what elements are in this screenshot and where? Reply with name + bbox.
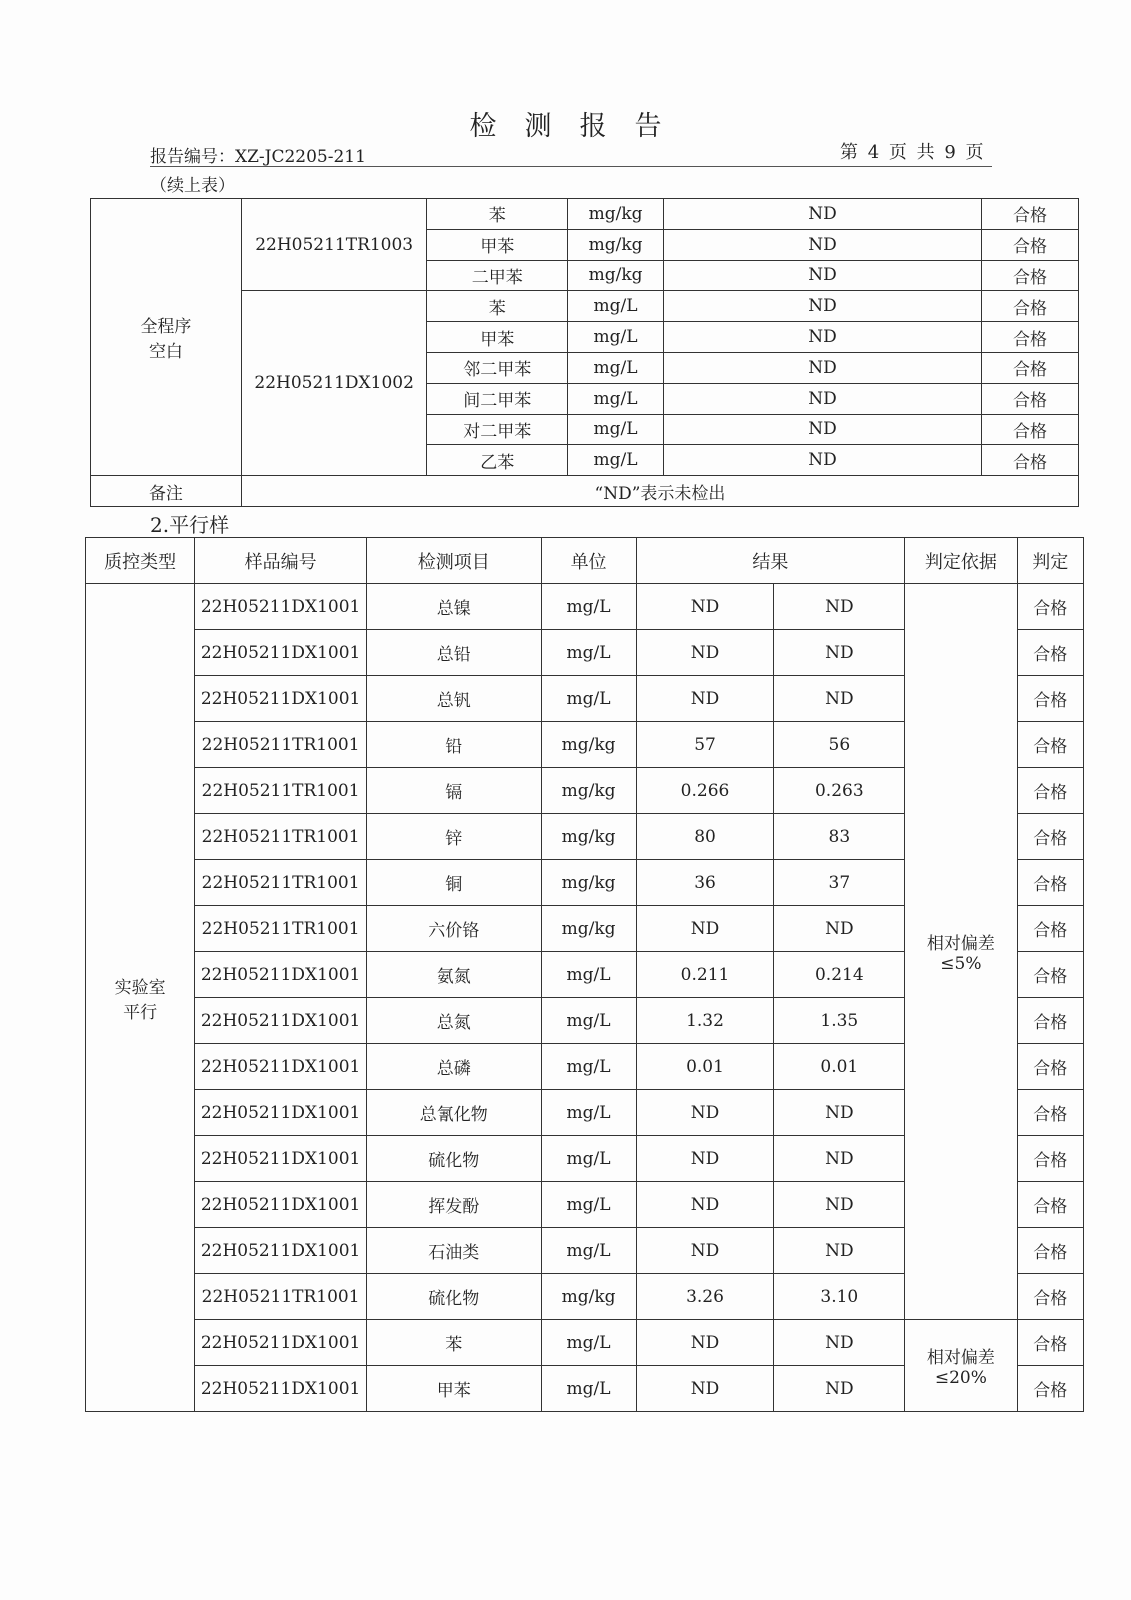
table-row xyxy=(91,199,1079,230)
result-2-cell: ND xyxy=(774,630,905,676)
test-item-cell: 硫化物 xyxy=(366,1274,541,1320)
test-item-cell: 对二甲苯 xyxy=(427,414,568,445)
unit-cell: mg/kg xyxy=(541,814,636,860)
result-2-cell: ND xyxy=(774,906,905,952)
result-2-cell: ND xyxy=(774,584,905,630)
sample-id-cell: 22H05211DX1001 xyxy=(195,1320,367,1366)
unit-cell: mg/L xyxy=(541,1228,636,1274)
sample-id-cell: 22H05211TR1001 xyxy=(195,1274,367,1320)
test-item-cell: 苯 xyxy=(427,291,568,322)
sample-id-cell: 22H05211TR1003 xyxy=(241,199,427,291)
result-2-cell: 37 xyxy=(774,860,905,906)
result-cell: ND xyxy=(663,229,981,260)
verdict-cell: 合格 xyxy=(1017,860,1083,906)
result-1-cell: ND xyxy=(636,584,774,630)
blank-table xyxy=(90,198,1079,507)
unit-cell: mg/L xyxy=(541,1044,636,1090)
result-cell: ND xyxy=(663,414,981,445)
sample-id-cell: 22H05211DX1001 xyxy=(195,1182,367,1228)
unit-cell: mg/L xyxy=(541,1090,636,1136)
header-divider xyxy=(150,166,992,167)
verdict-cell: 合格 xyxy=(982,291,1079,322)
result-2-cell: 83 xyxy=(774,814,905,860)
sample-id-cell: 22H05211TR1001 xyxy=(195,722,367,768)
unit-cell: mg/kg xyxy=(541,906,636,952)
result-1-cell: ND xyxy=(636,1182,774,1228)
remark-label: 备注 xyxy=(91,476,242,507)
result-2-cell: ND xyxy=(774,1320,905,1366)
result-1-cell: 1.32 xyxy=(636,998,774,1044)
test-item-cell: 间二甲苯 xyxy=(427,383,568,414)
report-number: 报告编号：XZ-JC2205-211 xyxy=(150,147,366,167)
verdict-cell: 合格 xyxy=(982,260,1079,291)
test-item-cell: 总铅 xyxy=(366,630,541,676)
unit-cell: mg/L xyxy=(568,291,664,322)
header-unit: 单位 xyxy=(541,538,636,584)
verdict-cell: 合格 xyxy=(1017,722,1083,768)
unit-cell: mg/kg xyxy=(568,260,664,291)
test-item-cell: 总氰化物 xyxy=(366,1090,541,1136)
result-2-cell: ND xyxy=(774,1090,905,1136)
verdict-cell: 合格 xyxy=(1017,1044,1083,1090)
verdict-cell: 合格 xyxy=(1017,630,1083,676)
header-verdict: 判定 xyxy=(1017,538,1083,584)
verdict-cell: 合格 xyxy=(982,199,1079,230)
result-cell: ND xyxy=(663,383,981,414)
unit-cell: mg/kg xyxy=(568,199,664,230)
verdict-cell: 合格 xyxy=(982,352,1079,383)
result-2-cell: 0.263 xyxy=(774,768,905,814)
verdict-cell: 合格 xyxy=(1017,952,1083,998)
verdict-cell: 合格 xyxy=(1017,1320,1083,1366)
verdict-cell: 合格 xyxy=(1017,584,1083,630)
verdict-cell: 合格 xyxy=(1017,1136,1083,1182)
unit-cell: mg/L xyxy=(541,1320,636,1366)
result-cell: ND xyxy=(663,260,981,291)
unit-cell: mg/L xyxy=(541,630,636,676)
test-item-cell: 乙苯 xyxy=(427,445,568,476)
test-item-cell: 甲苯 xyxy=(366,1366,541,1412)
unit-cell: mg/L xyxy=(541,676,636,722)
sample-id-cell: 22H05211TR1001 xyxy=(195,814,367,860)
remark-text: “ND”表示未检出 xyxy=(241,476,1078,507)
result-1-cell: ND xyxy=(636,1136,774,1182)
verdict-cell: 合格 xyxy=(1017,814,1083,860)
unit-cell: mg/L xyxy=(541,1182,636,1228)
result-2-cell: ND xyxy=(774,676,905,722)
table-row xyxy=(86,1320,1084,1366)
result-1-cell: 0.266 xyxy=(636,768,774,814)
sample-id-cell: 22H05211DX1001 xyxy=(195,1228,367,1274)
test-item-cell: 总镍 xyxy=(366,584,541,630)
test-item-cell: 二甲苯 xyxy=(427,260,568,291)
verdict-cell: 合格 xyxy=(1017,998,1083,1044)
verdict-cell: 合格 xyxy=(1017,1366,1083,1412)
test-item-cell: 铅 xyxy=(366,722,541,768)
test-item-cell: 甲苯 xyxy=(427,322,568,353)
test-item-cell: 锌 xyxy=(366,814,541,860)
sample-id-cell: 22H05211TR1001 xyxy=(195,906,367,952)
verdict-cell: 合格 xyxy=(982,414,1079,445)
parallel-sample-table xyxy=(85,537,1084,1412)
unit-cell: mg/L xyxy=(568,445,664,476)
unit-cell: mg/kg xyxy=(541,768,636,814)
result-2-cell: 0.01 xyxy=(774,1044,905,1090)
unit-cell: mg/kg xyxy=(541,1274,636,1320)
page-indicator: 第 4 页 共 9 页 xyxy=(840,142,986,163)
table-header-row xyxy=(86,538,1084,584)
test-item-cell: 总磷 xyxy=(366,1044,541,1090)
header-qc-type: 质控类型 xyxy=(86,538,195,584)
result-1-cell: 80 xyxy=(636,814,774,860)
result-1-cell: 0.01 xyxy=(636,1044,774,1090)
sample-id-cell: 22H05211DX1001 xyxy=(195,676,367,722)
test-item-cell: 挥发酚 xyxy=(366,1182,541,1228)
result-2-cell: 1.35 xyxy=(774,998,905,1044)
test-item-cell: 硫化物 xyxy=(366,1136,541,1182)
verdict-cell: 合格 xyxy=(982,445,1079,476)
unit-cell: mg/L xyxy=(568,352,664,383)
unit-cell: mg/kg xyxy=(568,229,664,260)
result-1-cell: 0.211 xyxy=(636,952,774,998)
section-title: 2.平行样 xyxy=(150,513,230,537)
result-1-cell: ND xyxy=(636,906,774,952)
result-1-cell: 57 xyxy=(636,722,774,768)
test-item-cell: 六价铬 xyxy=(366,906,541,952)
unit-cell: mg/L xyxy=(568,322,664,353)
header-result: 结果 xyxy=(636,538,905,584)
header-sample-id: 样品编号 xyxy=(195,538,367,584)
unit-cell: mg/L xyxy=(541,952,636,998)
verdict-cell: 合格 xyxy=(1017,1228,1083,1274)
unit-cell: mg/L xyxy=(541,584,636,630)
result-1-cell: ND xyxy=(636,1228,774,1274)
verdict-cell: 合格 xyxy=(982,322,1079,353)
verdict-cell: 合格 xyxy=(982,383,1079,414)
criteria-cell: 相对偏差 ≤5% xyxy=(905,584,1017,1320)
result-cell: ND xyxy=(663,199,981,230)
verdict-cell: 合格 xyxy=(1017,676,1083,722)
unit-cell: mg/L xyxy=(541,1366,636,1412)
test-item-cell: 镉 xyxy=(366,768,541,814)
result-2-cell: ND xyxy=(774,1136,905,1182)
header-test-item: 检测项目 xyxy=(366,538,541,584)
criteria-cell: 相对偏差 ≤20% xyxy=(905,1320,1017,1412)
sample-id-cell: 22H05211DX1001 xyxy=(195,1366,367,1412)
verdict-cell: 合格 xyxy=(1017,1090,1083,1136)
result-cell: ND xyxy=(663,291,981,322)
result-1-cell: ND xyxy=(636,1366,774,1412)
sample-id-cell: 22H05211DX1001 xyxy=(195,1136,367,1182)
result-2-cell: 3.10 xyxy=(774,1274,905,1320)
sample-id-cell: 22H05211DX1001 xyxy=(195,630,367,676)
result-1-cell: ND xyxy=(636,1090,774,1136)
result-2-cell: 56 xyxy=(774,722,905,768)
remark-row xyxy=(91,476,1079,507)
table-row xyxy=(86,584,1084,630)
unit-cell: mg/L xyxy=(568,383,664,414)
test-item-cell: 总钒 xyxy=(366,676,541,722)
result-2-cell: ND xyxy=(774,1366,905,1412)
unit-cell: mg/L xyxy=(541,998,636,1044)
test-item-cell: 苯 xyxy=(366,1320,541,1366)
test-item-cell: 苯 xyxy=(427,199,568,230)
test-item-cell: 石油类 xyxy=(366,1228,541,1274)
result-1-cell: ND xyxy=(636,676,774,722)
header-criteria: 判定依据 xyxy=(905,538,1017,584)
qc-type-cell: 全程序 空白 xyxy=(91,199,242,476)
verdict-cell: 合格 xyxy=(1017,768,1083,814)
continued-note: （续上表） xyxy=(150,176,235,196)
result-1-cell: ND xyxy=(636,1320,774,1366)
result-2-cell: ND xyxy=(774,1182,905,1228)
result-2-cell: ND xyxy=(774,1228,905,1274)
verdict-cell: 合格 xyxy=(1017,1274,1083,1320)
result-1-cell: 3.26 xyxy=(636,1274,774,1320)
sample-id-cell: 22H05211DX1002 xyxy=(241,291,427,476)
result-cell: ND xyxy=(663,352,981,383)
verdict-cell: 合格 xyxy=(982,229,1079,260)
sample-id-cell: 22H05211TR1001 xyxy=(195,860,367,906)
test-item-cell: 氨氮 xyxy=(366,952,541,998)
test-item-cell: 邻二甲苯 xyxy=(427,352,568,383)
sample-id-cell: 22H05211DX1001 xyxy=(195,952,367,998)
test-item-cell: 铜 xyxy=(366,860,541,906)
report-title: 检测报告 xyxy=(469,111,690,142)
sample-id-cell: 22H05211TR1001 xyxy=(195,768,367,814)
unit-cell: mg/L xyxy=(541,1136,636,1182)
test-item-cell: 甲苯 xyxy=(427,229,568,260)
sample-id-cell: 22H05211DX1001 xyxy=(195,584,367,630)
qc-type-cell: 实验室 平行 xyxy=(86,584,195,1412)
verdict-cell: 合格 xyxy=(1017,1182,1083,1228)
result-cell: ND xyxy=(663,445,981,476)
unit-cell: mg/kg xyxy=(541,860,636,906)
sample-id-cell: 22H05211DX1001 xyxy=(195,998,367,1044)
sample-id-cell: 22H05211DX1001 xyxy=(195,1044,367,1090)
result-1-cell: 36 xyxy=(636,860,774,906)
test-item-cell: 总氮 xyxy=(366,998,541,1044)
verdict-cell: 合格 xyxy=(1017,906,1083,952)
result-2-cell: 0.214 xyxy=(774,952,905,998)
unit-cell: mg/kg xyxy=(541,722,636,768)
result-cell: ND xyxy=(663,322,981,353)
unit-cell: mg/L xyxy=(568,414,664,445)
sample-id-cell: 22H05211DX1001 xyxy=(195,1090,367,1136)
result-1-cell: ND xyxy=(636,630,774,676)
